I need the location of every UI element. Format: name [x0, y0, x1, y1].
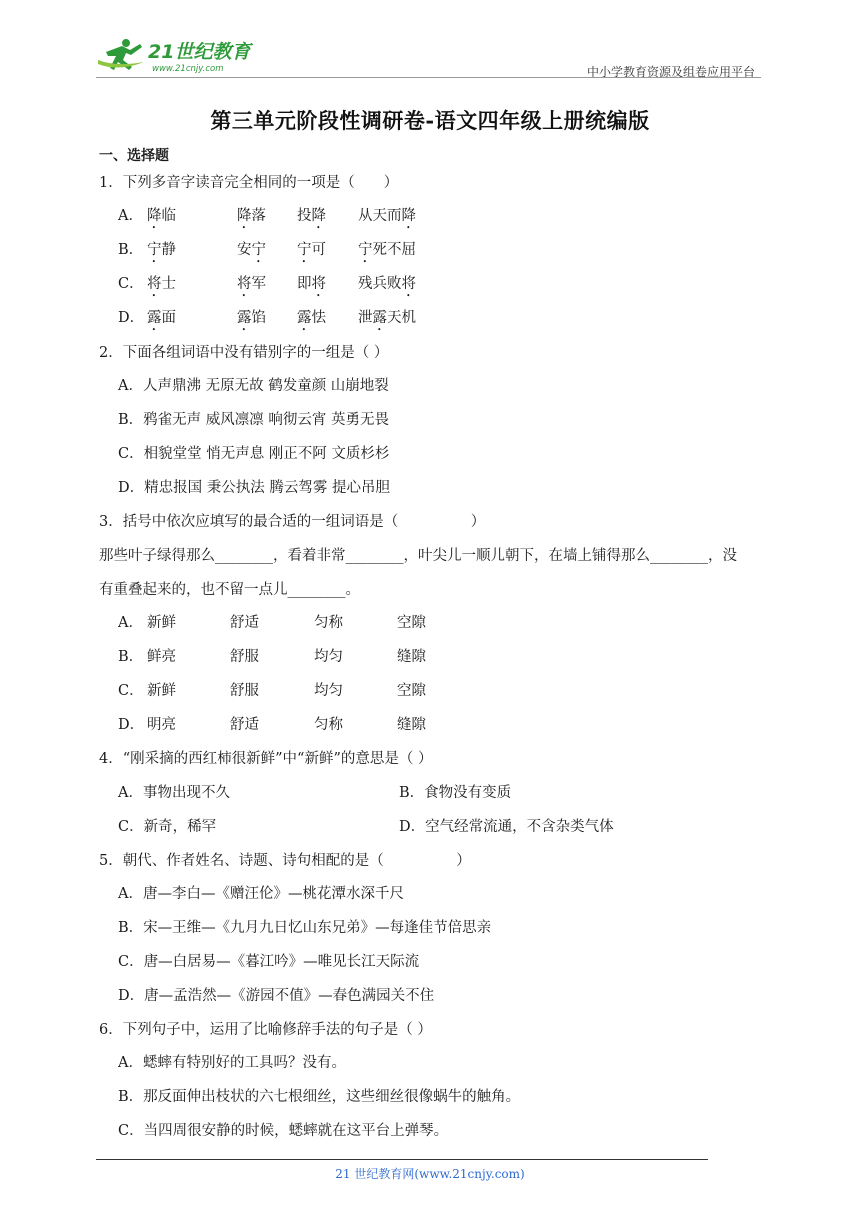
q4-option-a: A．事物出现不久	[118, 785, 230, 801]
q6-option-b: B．那反面伸出枝状的六七根细丝，这些细丝很像蜗牛的触角。	[118, 1089, 521, 1105]
option-word: 宁静	[147, 242, 176, 258]
q4-option-c: C．新奇，稀罕	[118, 819, 217, 835]
page-title: 第三单元阶段性调研卷-语文四年级上册统编版	[210, 108, 650, 133]
option-word: 匀称	[314, 615, 343, 631]
q3-passage-line2: 有重叠起来的，也不留一点儿________。	[99, 582, 360, 598]
option-label: D．	[118, 310, 145, 326]
q5-option-b: B．宋—王维—《九月九日忆山东兄弟》—每逢佳节倍思亲	[118, 920, 492, 936]
option-word: 匀称	[314, 717, 343, 733]
q4-option-b: B．食物没有变质	[399, 785, 512, 801]
option-word: 鲜亮	[147, 649, 176, 665]
q5-option-d: D．唐—孟浩然—《游园不值》—春色满园关不住	[118, 988, 435, 1004]
option-word: 泄露天机	[358, 310, 416, 326]
option-word: 宁死不屈	[358, 242, 416, 258]
option-word: 残兵败将	[358, 276, 416, 292]
option-word: 新鲜	[147, 683, 176, 699]
header-divider	[96, 77, 761, 78]
q4-option-d: D．空气经常流通，不含杂类气体	[399, 819, 614, 835]
option-word: 舒服	[230, 649, 259, 665]
q2-stem: 2．下面各组词语中没有错别字的一组是（ ）	[99, 345, 389, 361]
option-label: B．	[118, 649, 144, 665]
option-label: A．	[118, 208, 143, 224]
option-word: 均匀	[314, 683, 343, 699]
option-label: A．	[118, 615, 143, 631]
logo-text: 21世纪教育	[148, 41, 251, 63]
page-header	[96, 34, 761, 80]
q5-option-c: C．唐—白居易—《暮江吟》—唯见长江天际流	[118, 954, 420, 970]
q6-option-c: C．当四周很安静的时候，蟋蟀就在这平台上弹琴。	[118, 1123, 449, 1139]
option-word: 降临	[147, 208, 176, 224]
option-word: 将士	[147, 276, 176, 292]
option-word: 露馅	[237, 310, 266, 326]
footer-divider	[96, 1159, 708, 1160]
option-label: C．	[118, 683, 144, 699]
option-word: 舒服	[230, 683, 259, 699]
option-word: 宁可	[297, 242, 326, 258]
option-word: 明亮	[147, 717, 176, 733]
q2-option-b: B．鸦雀无声 威风凛凛 响彻云宵 英勇无畏	[118, 412, 389, 428]
option-word: 新鲜	[147, 615, 176, 631]
option-word: 舒适	[230, 717, 259, 733]
option-word: 空隙	[397, 683, 426, 699]
option-word: 均匀	[314, 649, 343, 665]
option-word: 舒适	[230, 615, 259, 631]
option-word: 从天而降	[358, 208, 416, 224]
q6-stem: 6．下列句子中，运用了比喻修辞手法的句子是（ ）	[99, 1022, 432, 1038]
q2-option-a: A．人声鼎沸 无原无故 鹤发童颜 山崩地裂	[118, 378, 389, 394]
option-word: 缝隙	[397, 717, 426, 733]
option-word: 安宁	[237, 242, 266, 258]
q6-option-a: A．蟋蟀有特别好的工具吗？没有。	[118, 1055, 346, 1071]
q3-passage-line1: 那些叶子绿得那么________，看着非常________，叶尖儿一顺儿朝下，在墙上铺得那么________，没	[99, 548, 737, 564]
option-word: 投降	[297, 208, 326, 224]
q5-option-a: A．唐—李白—《赠汪伦》—桃花潭水深千尺	[118, 886, 404, 902]
q4-stem: 4．“刚采摘的西红柿很新鲜”中“新鲜”的意思是（ ）	[99, 751, 433, 767]
logo-url: www.21cnjy.com	[152, 64, 224, 74]
option-word: 空隙	[397, 615, 426, 631]
header-platform-text: 中小学教育资源及组卷应用平台	[586, 65, 755, 79]
option-word: 即将	[297, 276, 326, 292]
option-word: 露面	[147, 310, 176, 326]
option-word: 缝隙	[397, 649, 426, 665]
section-heading: 一、选择题	[99, 148, 169, 164]
option-word: 将军	[237, 276, 266, 292]
option-label: C．	[118, 276, 144, 292]
q3-stem: 3．括号中依次应填写的最合适的一组词语是（ ）	[99, 514, 486, 530]
q1-stem: 1．下列多音字读音完全相同的一项是（ ）	[99, 175, 399, 191]
q2-option-d: D．精忠报国 秉公执法 腾云驾雾 提心吊胆	[118, 480, 390, 496]
footer-site-link[interactable]: 21 世纪教育网(www.21cnjy.com)	[335, 1167, 525, 1181]
option-word: 降落	[237, 208, 266, 224]
logo-21cnjy	[96, 34, 266, 74]
option-word: 露怯	[297, 310, 326, 326]
q2-option-c: C．相貌堂堂 悄无声息 刚正不阿 文质杉杉	[118, 446, 390, 462]
option-label: D．	[118, 717, 145, 733]
option-label: B．	[118, 242, 144, 258]
q5-stem: 5．朝代、作者姓名、诗题、诗句相配的是（ ）	[99, 853, 471, 869]
